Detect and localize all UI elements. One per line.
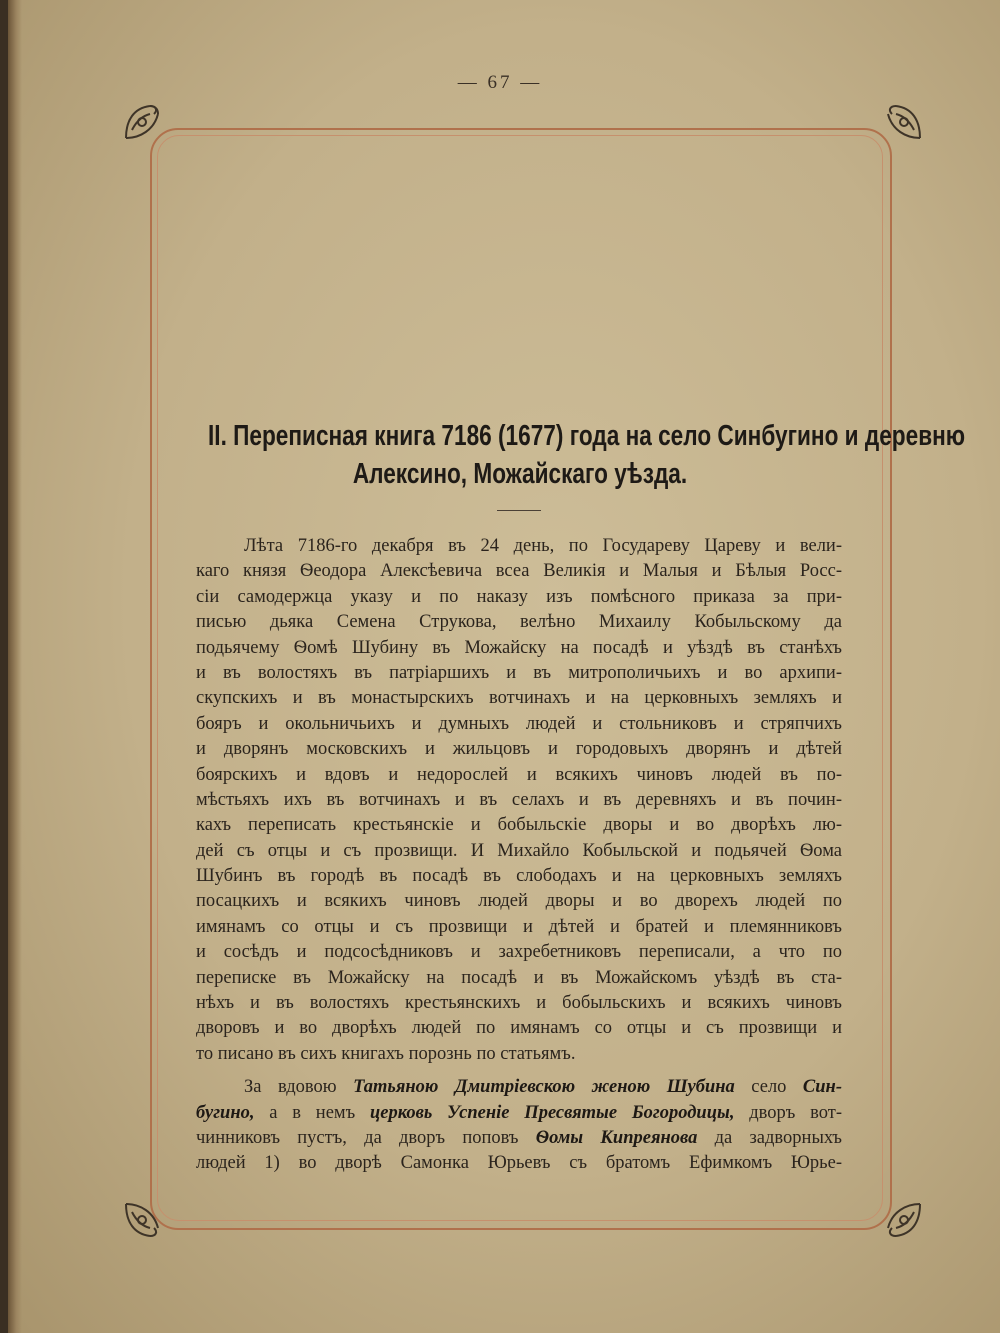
- corner-ornament-icon: [120, 100, 164, 144]
- text-line: переписке въ Можайску на посадѣ и въ Можайскомъ уѣздѣ въ ста-: [196, 967, 842, 988]
- section-heading-line-1: II. Переписная книга 7186 (1677) года на село Синбугино и деревню: [208, 420, 966, 452]
- text-line: скупскихъ и въ монастырскихъ вотчинахъ и на церковныхъ земляхъ и: [196, 688, 842, 709]
- text-line: чинниковъ пустъ, да дворъ поповъ Ѳомы Кипреянова да задворныхъ: [196, 1127, 842, 1148]
- corner-ornament-icon: [882, 100, 926, 144]
- text-line: дей съ отцы и съ прозвищи. И Михайло Кобыльской и подьячей Ѳома: [196, 840, 842, 861]
- text-line: людей 1) во дворѣ Самонка Юрьевъ съ братомъ Ефимкомъ Юрье-: [196, 1153, 842, 1174]
- text-line: и сосѣдъ и подсосѣдниковъ и захребетниковъ переписали, а что по: [196, 942, 842, 963]
- section-heading-line-2: Алексино, Можайскаго уѣзда.: [352, 458, 688, 490]
- text-line: то писано въ сихъ книгахъ порознь по статьямъ.: [196, 1043, 576, 1064]
- text-line: бугино, а в немъ церковь Успеніе Пресвятые Богородицы, дворъ вот-: [196, 1102, 843, 1123]
- text-line: писью дьяка Семена Струкова, велѣно Михаилу Кобыльскому да: [196, 612, 842, 633]
- page-edge: [8, 0, 22, 1333]
- text-line: подьячему Ѳомѣ Шубину въ Можайску на посадѣ и уѣздѣ въ станѣхъ: [196, 637, 842, 658]
- text-line: и дворянъ московскихъ и жильцовъ и городовыхъ дворянъ и дѣтей: [196, 739, 842, 760]
- text-line: посацкихъ и всякихъ чиновъ людей дворы и во дворехъ людей по: [196, 891, 842, 912]
- text-line: сіи самодержца указу и по наказу изъ помѣсного приказа за при-: [196, 586, 842, 607]
- text-line: кахъ переписать крестьянскіе и бобыльскіе дворы и во дворѣхъ лю-: [196, 815, 842, 836]
- document-body: [196, 534, 842, 1177]
- text-line: Шубинъ въ городѣ въ посадѣ въ слободахъ и на церковныхъ земляхъ: [196, 866, 842, 887]
- text-line: дворовъ и во дворѣхъ людей по имянамъ со отцы и съ прозвищи и: [196, 1018, 842, 1039]
- italic-name: церковь Успеніе Пресвятые Богородицы,: [369, 1102, 735, 1123]
- italic-name: Татьяною Дмитріевскою женою Шубина: [353, 1077, 735, 1098]
- text-line: боярскихъ и вдовъ и недорослей и всякихъ чиновъ людей въ по-: [196, 764, 842, 785]
- text-line: мѣстьяхъ ихъ въ вотчинахъ и въ селахъ и въ деревняхъ и въ почин-: [196, 789, 842, 810]
- text-line: бояръ и окольничьихъ и думныхъ людей и стольниковъ и стряпчихъ: [196, 713, 842, 734]
- heading-divider: [497, 510, 541, 511]
- text-line: нѣхъ и въ волостяхъ крестьянскихъ и бобыльскихъ и всякихъ чиновъ: [196, 993, 842, 1014]
- corner-ornament-icon: [882, 1198, 926, 1242]
- text-line: За вдовою Татьяною Дмитріевскою женою Шубина село Син-: [244, 1077, 842, 1098]
- italic-name: бугино,: [196, 1102, 255, 1123]
- text-line: каго князя Ѳеодора Алексѣевича всеа Великія и Малыя и Бѣлыя Росс-: [196, 561, 842, 582]
- text-line: имянамъ со отцы и съ прозвищи и дѣтей и братей и племянниковъ: [196, 916, 842, 937]
- text-line: и въ волостяхъ въ патріаршихъ и въ митрополичьихъ и во архипи-: [196, 662, 842, 683]
- corner-ornament-icon: [120, 1198, 164, 1242]
- italic-name: Син-: [802, 1077, 842, 1098]
- text-line: Лѣта 7186-го декабря въ 24 день, по Государеву Цареву и вели-: [244, 536, 842, 556]
- page-number: — 67 —: [457, 72, 543, 93]
- italic-name: Ѳомы Кипреянова: [535, 1127, 698, 1148]
